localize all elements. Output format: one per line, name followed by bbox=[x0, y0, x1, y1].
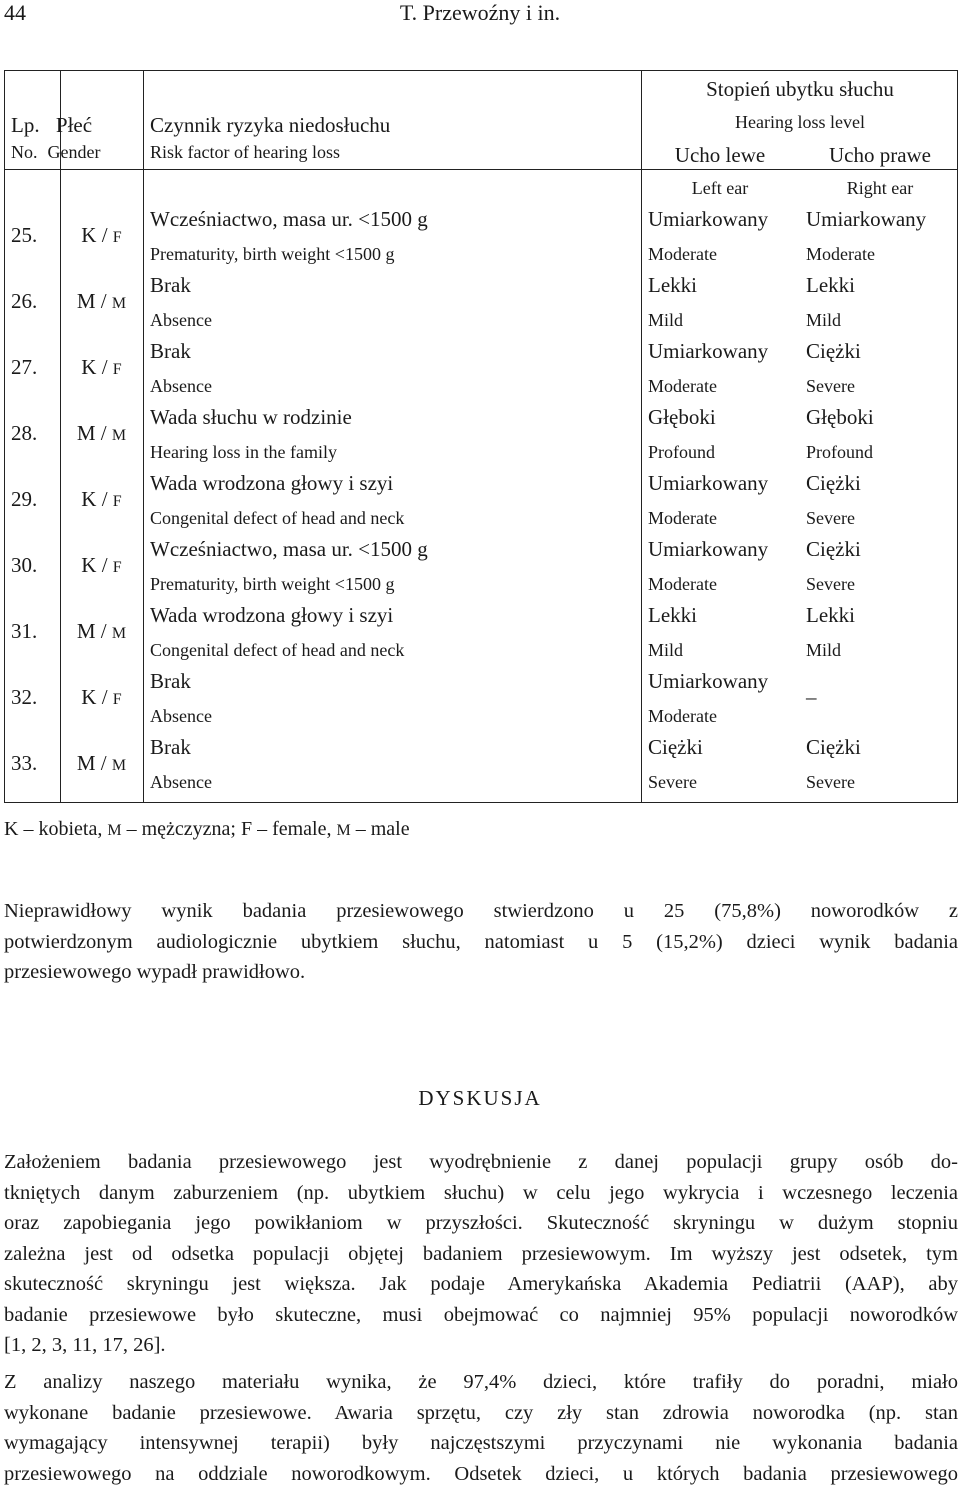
hearing-loss-table bbox=[4, 70, 958, 803]
footnote-k-code: K bbox=[4, 818, 19, 840]
right-ear-level-pl: Ciężki bbox=[806, 735, 861, 759]
risk-factor-pl: Brak bbox=[150, 735, 191, 759]
risk-factor-pl: Brak bbox=[150, 273, 191, 297]
risk-factor-en: Absence bbox=[150, 772, 212, 792]
row-number: 28. bbox=[11, 421, 38, 445]
gender-code-pl: M bbox=[76, 619, 96, 643]
risk-factor-en: Congenital defect of head and neck bbox=[150, 640, 405, 660]
row-number: 29. bbox=[11, 487, 38, 511]
risk-factor-pl: Brak bbox=[150, 669, 191, 693]
footnote-f-meaning: female, bbox=[272, 818, 332, 840]
gender-code-en: M bbox=[111, 295, 127, 312]
paragraph-line: [1, 2, 3, 11, 17, 26]. bbox=[4, 1334, 166, 1356]
left-ear-level-pl: Głęboki bbox=[648, 405, 716, 429]
row-gender: K / F bbox=[81, 553, 122, 577]
left-ear-level-en: Moderate bbox=[648, 508, 717, 528]
row-gender: K / F bbox=[81, 223, 122, 247]
header-left-ear-pl: Ucho lewe bbox=[674, 143, 766, 167]
discussion-paragraph-2 bbox=[4, 1367, 958, 1489]
risk-factor-en: Absence bbox=[150, 376, 212, 396]
row-number: 31. bbox=[11, 619, 38, 643]
paragraph-line: przesiewowego wypadł prawidłowo. bbox=[4, 961, 306, 983]
footnote-m-meaning: mężczyzna; bbox=[141, 818, 236, 840]
gender-code-pl: K bbox=[81, 685, 97, 709]
header-lp: Lp. bbox=[11, 113, 40, 137]
row-gender: K / F bbox=[81, 685, 122, 709]
running-title: T. Przewoźny i in. bbox=[399, 0, 561, 25]
left-ear-level-pl: Umiarkowany bbox=[648, 537, 769, 561]
left-ear-level-pl: Umiarkowany bbox=[648, 669, 769, 693]
paragraph-line: wymagający intensywnej terapii) były najczęstszymi przyczynami nie wykonania badania bbox=[4, 1432, 958, 1454]
header-gender: Gender bbox=[47, 142, 101, 162]
left-ear-level-pl: Lekki bbox=[648, 603, 697, 627]
page-number: 44 bbox=[4, 0, 26, 25]
risk-factor-pl: Wcześniactwo, masa ur. <1500 g bbox=[150, 537, 428, 561]
paragraph-line: badanie przesiewowe było skuteczne, musi obejmować co najmniej 95% populacji noworodków bbox=[4, 1303, 958, 1326]
right-ear-level-en: Severe bbox=[806, 574, 855, 594]
left-ear-level-en: Moderate bbox=[648, 574, 717, 594]
left-ear-level-en: Moderate bbox=[648, 706, 717, 726]
header-sex: Płeć bbox=[55, 113, 93, 137]
right-ear-level-en: Severe bbox=[806, 772, 855, 792]
paragraph-line: zależna jest od odsetka populacji objętej badaniem przesiewowym. Im wyższy jest odsetek, tym bbox=[4, 1242, 958, 1265]
risk-factor-pl: Wada słuchu w rodzinie bbox=[150, 405, 352, 429]
header-right-ear-pl: Ucho prawe bbox=[828, 143, 932, 167]
right-ear-level-pl: Lekki bbox=[806, 603, 855, 627]
right-ear-level-pl: Ciężki bbox=[806, 537, 861, 561]
left-ear-level-en: Profound bbox=[648, 442, 715, 462]
right-ear-level-en: Moderate bbox=[806, 244, 875, 264]
row-gender: M / M bbox=[76, 421, 127, 445]
risk-factor-en: Prematurity, birth weight <1500 g bbox=[150, 244, 395, 264]
column-divider bbox=[143, 71, 144, 802]
right-ear-level-en: Severe bbox=[806, 508, 855, 528]
gender-code-en: F bbox=[112, 559, 122, 576]
gender-code-pl: M bbox=[76, 751, 96, 775]
paragraph-line: oraz zapobiegania jego powikłaniom w przyszłości. Skuteczność skryningu w dużym stopniu bbox=[4, 1212, 958, 1234]
footnote-m2-meaning: male bbox=[370, 818, 410, 840]
row-number: 27. bbox=[11, 355, 38, 379]
right-ear-level-en: Profound bbox=[806, 442, 873, 462]
risk-factor-pl: Wcześniactwo, masa ur. <1500 g bbox=[150, 207, 428, 231]
left-ear-level-en: Severe bbox=[648, 772, 697, 792]
risk-factor-en: Absence bbox=[150, 706, 212, 726]
left-ear-level-en: Mild bbox=[648, 310, 684, 330]
header-divider bbox=[5, 169, 957, 170]
gender-code-en: M bbox=[111, 625, 127, 642]
right-ear-level-pl: Lekki bbox=[806, 273, 855, 297]
gender-code-en: F bbox=[112, 493, 122, 510]
paragraph-line: Założeniem badania przesiewowego jest wyodrębnienie z danej populacji grupy osób do- bbox=[4, 1151, 958, 1173]
gender-code-en: F bbox=[112, 229, 122, 246]
running-header bbox=[0, 0, 960, 30]
paragraph-line: przesiewowego na oddziale noworodkowym. Odsetek dzieci, u których badania przesiewowego bbox=[4, 1462, 958, 1485]
gender-code-pl: M bbox=[76, 289, 96, 313]
risk-factor-en: Absence bbox=[150, 310, 212, 330]
right-ear-level-en: Mild bbox=[806, 310, 842, 330]
gender-code-pl: K bbox=[81, 487, 97, 511]
header-degree-en: Hearing loss level bbox=[735, 112, 865, 132]
right-ear-level-pl: – bbox=[806, 685, 817, 709]
header-right-ear-en: Right ear bbox=[846, 178, 914, 198]
paragraph-line: potwierdzonym audiologicznie ubytkiem słuchu, natomiast u 5 (15,2%) dzieci wynik badania bbox=[4, 930, 958, 953]
gender-code-pl: K bbox=[81, 355, 97, 379]
section-heading: DYSKUSJA bbox=[418, 1086, 542, 1110]
gender-code-en: F bbox=[112, 691, 122, 708]
row-number: 33. bbox=[11, 751, 38, 775]
right-ear-level-pl: Głęboki bbox=[806, 405, 874, 429]
row-gender: K / F bbox=[81, 355, 122, 379]
gender-code-pl: K bbox=[81, 553, 97, 577]
risk-factor-en: Hearing loss in the family bbox=[150, 442, 337, 462]
right-ear-level-en: Severe bbox=[806, 376, 855, 396]
footnote-m-code: M bbox=[107, 822, 122, 839]
header-left-ear-en: Left ear bbox=[691, 178, 749, 198]
left-ear-level-en: Moderate bbox=[648, 244, 717, 264]
discussion-paragraph-1 bbox=[4, 1147, 958, 1361]
right-ear-level-pl: Ciężki bbox=[806, 471, 861, 495]
footnote-k-meaning: kobieta, bbox=[38, 818, 103, 840]
risk-factor-pl: Wada wrodzona głowy i szyi bbox=[150, 603, 394, 627]
row-gender: K / F bbox=[81, 487, 122, 511]
header-degree-pl: Stopień ubytku słuchu bbox=[706, 77, 894, 101]
gender-code-pl: M bbox=[76, 421, 96, 445]
row-number: 32. bbox=[11, 685, 38, 709]
gender-code-en: M bbox=[111, 757, 127, 774]
row-gender: M / M bbox=[76, 619, 127, 643]
row-number: 25. bbox=[11, 223, 38, 247]
right-ear-level-en: Mild bbox=[806, 640, 842, 660]
results-paragraph bbox=[4, 896, 958, 988]
paragraph-line: skuteczność skryningu jest większa. Jak podaje Amerykańska Akademia Pediatrii (AAP), aby bbox=[4, 1273, 958, 1295]
footnote-f-code: F bbox=[240, 818, 253, 840]
gender-code-en: F bbox=[112, 361, 122, 378]
right-ear-level-pl: Umiarkowany bbox=[806, 207, 927, 231]
left-ear-level-pl: Umiarkowany bbox=[648, 471, 769, 495]
row-gender: M / M bbox=[76, 289, 127, 313]
header-risk-factor-pl: Czynnik ryzyka niedosłuchu bbox=[150, 113, 391, 137]
left-ear-level-pl: Umiarkowany bbox=[648, 339, 769, 363]
risk-factor-en: Prematurity, birth weight <1500 g bbox=[150, 574, 395, 594]
paragraph-line: tkniętych danym zaburzeniem (np. ubytkiem słuchu) w celu jego wykrycia i wczesnego leczenia bbox=[4, 1181, 958, 1204]
paragraph-line: wykonane badanie przesiewowe. Awaria sprzętu, czy zły stan zdrowia noworodka (np. stan bbox=[4, 1401, 958, 1424]
gender-code-en: M bbox=[111, 427, 127, 444]
left-ear-level-en: Moderate bbox=[648, 376, 717, 396]
row-gender: M / M bbox=[76, 751, 127, 775]
header-no: No. bbox=[11, 142, 38, 162]
footnote-m2-code: M bbox=[336, 822, 351, 839]
row-number: 30. bbox=[11, 553, 38, 577]
left-ear-level-pl: Ciężki bbox=[648, 735, 703, 759]
left-ear-level-pl: Umiarkowany bbox=[648, 207, 769, 231]
left-ear-level-pl: Lekki bbox=[648, 273, 697, 297]
table-footnote: K – kobieta, M – mężczyzna; F – female, M – male bbox=[4, 818, 410, 840]
left-ear-level-en: Mild bbox=[648, 640, 684, 660]
row-number: 26. bbox=[11, 289, 38, 313]
header-risk-factor-en: Risk factor of hearing loss bbox=[150, 142, 340, 162]
paragraph-line: Z analizy naszego materiału wynika, że 97,4% dzieci, które trafiły do poradni, miało bbox=[4, 1371, 958, 1393]
risk-factor-pl: Brak bbox=[150, 339, 191, 363]
right-ear-level-pl: Ciężki bbox=[806, 339, 861, 363]
paragraph-line: Nieprawidłowy wynik badania przesiewowego stwierdzono u 25 (75,8%) noworodków z bbox=[4, 900, 958, 922]
gender-code-pl: K bbox=[81, 223, 97, 247]
risk-factor-pl: Wada wrodzona głowy i szyi bbox=[150, 471, 394, 495]
risk-factor-en: Congenital defect of head and neck bbox=[150, 508, 405, 528]
